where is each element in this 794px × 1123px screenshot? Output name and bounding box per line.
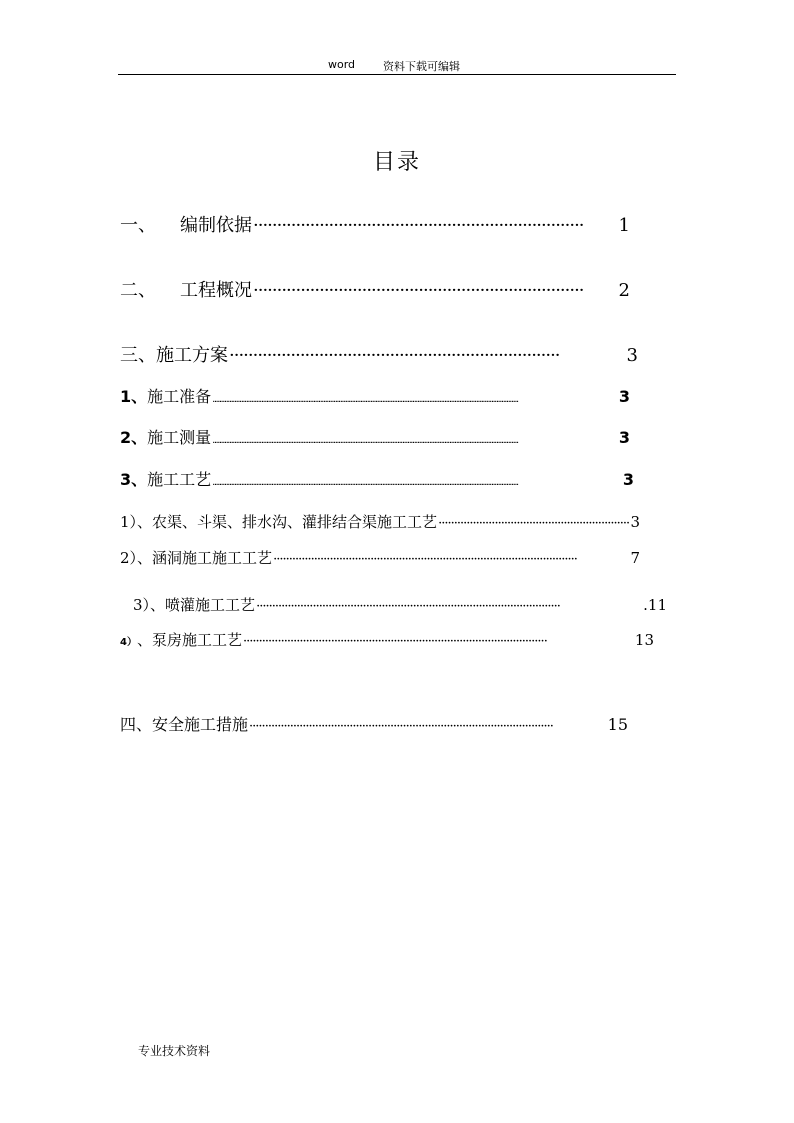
toc-entry-3-1[interactable] — [120, 384, 630, 407]
toc-entry-label: 农渠、斗渠、排水沟、灌排结合渠施工工艺 — [152, 513, 438, 531]
toc-entry-3[interactable] — [120, 341, 638, 367]
toc-entry-label: 施工工艺 — [147, 470, 212, 489]
toc-entry-number: 一、 — [120, 215, 156, 236]
page-footer: 专业技术资料 — [138, 1044, 211, 1058]
toc-title: 目录 — [372, 150, 421, 175]
toc-leader-dots: ······································································ — [229, 345, 560, 366]
toc-entry-label: 编制依据 — [180, 215, 252, 236]
toc-entry-label: 工程概况 — [180, 280, 252, 301]
toc-entry-label: 施工方案 — [156, 345, 228, 366]
toc-entry-page: 1 — [618, 215, 630, 236]
toc-entry-label: 喷灌施工工艺 — [165, 596, 256, 614]
toc-entry-number: 4） — [120, 637, 137, 648]
toc-entry-3-3-3[interactable] — [133, 594, 667, 615]
toc-entry-number: 四、 — [120, 715, 153, 734]
toc-entry-3-3-4[interactable] — [120, 629, 654, 650]
toc-entry-2[interactable] — [120, 276, 630, 302]
toc-entry-3-3[interactable] — [120, 467, 634, 490]
toc-entry-label: 涵洞施工施工工艺 — [152, 549, 273, 567]
toc-entry-page: 3 — [626, 345, 638, 366]
toc-entry-3-2[interactable] — [120, 425, 630, 448]
toc-leader-dots: ····························································· — [438, 516, 630, 531]
toc-leader-dots: ...................................................................................................................................................................................... — [212, 477, 518, 488]
toc-entry-page: 15 — [607, 715, 628, 734]
toc-leader-dots: ································································································· — [256, 599, 560, 614]
toc-entry-number: 3、 — [120, 470, 148, 489]
header-description: 资料下载可编辑 — [383, 60, 460, 73]
toc-entry-number: 2、 — [120, 428, 148, 447]
toc-leader-dots: ...................................................................................................................................................................................... — [212, 394, 518, 405]
toc-leader-dots: ································································································· — [273, 552, 577, 567]
toc-entry-number: 二、 — [120, 280, 156, 301]
toc-entry-1[interactable] — [120, 211, 630, 237]
toc-entry-number: 3）、 — [133, 596, 166, 614]
toc-entry-label: 施工测量 — [147, 428, 212, 447]
toc-entry-page: 3 — [630, 513, 640, 531]
toc-entry-page: 7 — [630, 549, 640, 567]
toc-entry-page: 3 — [618, 428, 630, 447]
toc-entry-page: .11 — [643, 596, 667, 614]
page-header — [118, 56, 676, 75]
toc-leader-dots: ······································································ — [253, 280, 584, 301]
toc-leader-dots: ································································································· — [242, 634, 547, 649]
toc-entry-number: 1）、 — [120, 513, 153, 531]
toc-entry-page: 3 — [618, 387, 630, 406]
toc-entry-label: 安全施工措施 — [152, 715, 249, 734]
toc-entry-label: 施工准备 — [147, 387, 212, 406]
toc-entry-page: 3 — [622, 470, 634, 489]
toc-entry-label: 、泵房施工工艺 — [136, 631, 242, 649]
toc-entry-number: 三、 — [120, 345, 156, 366]
toc-leader-dots: ······································································ — [253, 215, 584, 236]
toc-leader-dots: ································································································· — [249, 719, 553, 734]
toc-entry-3-3-2[interactable] — [120, 547, 640, 568]
toc-entry-page: 13 — [634, 631, 654, 649]
toc-entry-page: 2 — [618, 280, 630, 301]
toc-leader-dots: ...................................................................................................................................................................................... — [212, 435, 518, 446]
header-word: word — [328, 58, 356, 71]
toc-entry-number: 2）、 — [120, 549, 153, 567]
toc-entry-3-3-1[interactable] — [120, 511, 640, 532]
toc-entry-number: 1、 — [120, 387, 148, 406]
toc-entry-4[interactable] — [120, 712, 628, 735]
